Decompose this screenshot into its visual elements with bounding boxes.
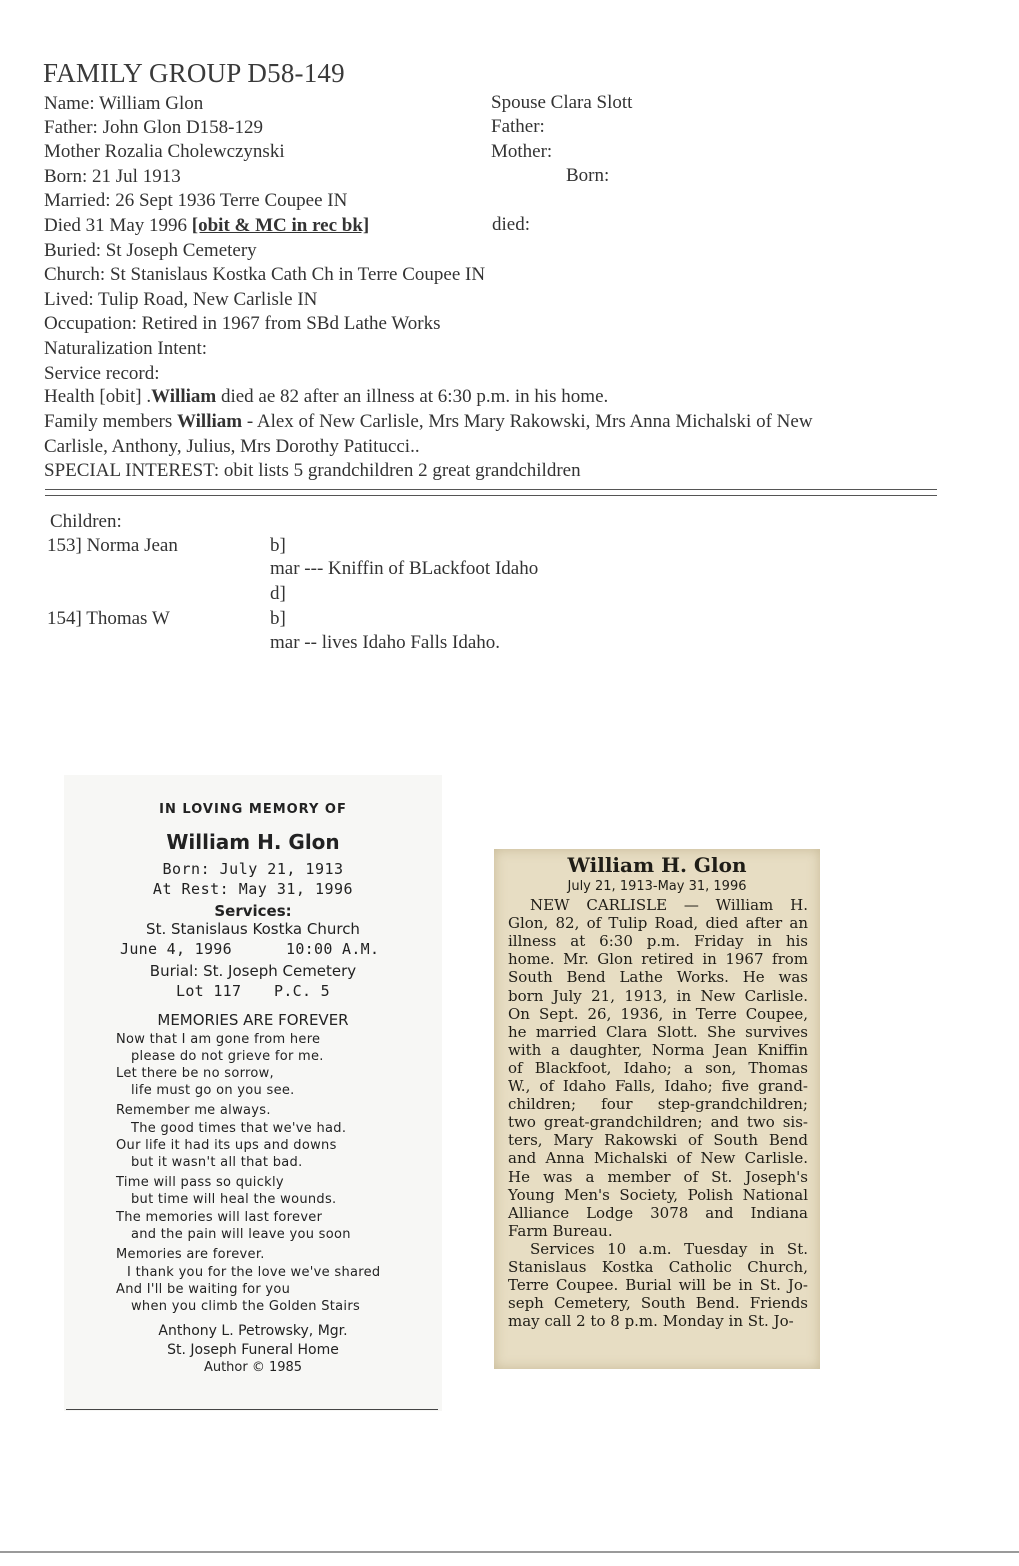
health-label: Health [obit] . xyxy=(44,386,152,407)
family-members-line xyxy=(44,411,813,433)
clipping-line: he married Clara Slott. She survives xyxy=(508,1022,808,1041)
clipping-line: Alliance Lodge 3078 and Indiana xyxy=(508,1203,808,1222)
health-text: died ae 82 after an illness at 6:30 p.m. in his home. xyxy=(216,386,609,407)
card-author: Author © 1985 xyxy=(203,1360,303,1375)
child-1-died: d] xyxy=(270,583,286,604)
clipping-line: born July 21, 1913, in New Carlisle. xyxy=(508,986,808,1005)
poem-line: but it wasn't all that bad. xyxy=(131,1155,303,1170)
spouse-mother-line: Mother: xyxy=(491,141,553,162)
family-name: William xyxy=(176,411,243,432)
married-line: Married: 26 Sept 1936 Terre Coupee IN xyxy=(44,190,348,211)
occupation-line: Occupation: Retired in 1967 from SBd Lathe Works xyxy=(44,313,441,334)
scan-edge-line xyxy=(0,1551,1019,1553)
card-name: William H. Glon xyxy=(166,830,340,854)
child-2-name: 154] Thomas W xyxy=(47,608,170,629)
clipping-line: Young Men's Society, Polish National xyxy=(508,1185,808,1204)
lived-line: Lived: Tulip Road, New Carlisle IN xyxy=(44,289,318,310)
card-born: Born: July 21, 1913 xyxy=(162,860,344,878)
poem-line: when you climb the Golden Stairs xyxy=(131,1299,361,1314)
memorial-card xyxy=(64,775,442,1411)
poem-line: Memories are forever. xyxy=(116,1247,265,1262)
double-divider xyxy=(45,489,937,496)
card-church: St. Stanislaus Kostka Church xyxy=(146,920,360,938)
clipping-line: Stanislaus Kostka Catholic Church, xyxy=(508,1258,808,1276)
naturalization-line: Naturalization Intent: xyxy=(44,338,208,359)
mother-line: Mother Rozalia Cholewczynski xyxy=(44,141,285,162)
child-2-born: b] xyxy=(270,608,286,629)
page-title: FAMILY GROUP D58-149 xyxy=(43,58,345,88)
card-date: June 4, 1996 xyxy=(120,940,232,958)
poem-line: life must go on you see. xyxy=(131,1083,295,1098)
obituary-clipping xyxy=(494,849,820,1369)
clipping-dates: July 21, 1913-May 31, 1996 xyxy=(567,879,747,894)
card-poem-title: MEMORIES ARE FOREVER xyxy=(157,1011,349,1029)
card-funeral-manager: Anthony L. Petrowsky, Mgr. xyxy=(158,1323,348,1339)
clipping-line: may call 2 to 8 p.m. Monday in St. Jo- xyxy=(508,1312,794,1331)
card-pc: P.C. 5 xyxy=(274,982,330,1000)
poem-line: Time will pass so quickly xyxy=(116,1175,284,1190)
clipping-line: Services 10 a.m. Tuesday in St. xyxy=(530,1239,808,1258)
clipping-line: ters, Mary Rakowski of South Bend xyxy=(508,1131,808,1150)
poem-line: The memories will last forever xyxy=(116,1210,323,1225)
clipping-line: On Sept. 26, 1936, in Terre Coupee, xyxy=(508,1004,808,1023)
poem-line: And I'll be waiting for you xyxy=(116,1282,291,1297)
card-services-label: Services: xyxy=(214,902,292,920)
poem-line: I thank you for the love we've shared xyxy=(127,1265,381,1280)
clipping-line: Glon, 82, of Tulip Road, died after an xyxy=(508,914,808,933)
family-label: Family members xyxy=(44,411,177,432)
poem-line: Our life it had its ups and downs xyxy=(116,1138,337,1153)
spouse-father-line: Father: xyxy=(491,116,545,137)
clipping-line: Terre Coupee. Burial will be in St. Jo- xyxy=(508,1276,808,1295)
child-1-marriage: mar --- Kniffin of BLackfoot Idaho xyxy=(270,558,539,579)
card-heading: IN LOVING MEMORY OF xyxy=(159,802,347,817)
died-line xyxy=(44,215,369,237)
service-record-line: Service record: xyxy=(44,363,160,384)
clipping-line: South Bend Lathe Works. He was xyxy=(508,968,808,987)
family-members-line-2: Carlisle, Anthony, Julius, Mrs Dorothy Patitucci.. xyxy=(44,436,420,457)
born-line: Born: 21 Jul 1913 xyxy=(44,166,181,187)
special-interest-line: SPECIAL INTEREST: obit lists 5 grandchildren 2 great grandchildren xyxy=(44,460,581,481)
card-time: 10:00 A.M. xyxy=(286,940,380,958)
clipping-line: seph Cemetery, South Bend. Friends xyxy=(508,1294,808,1313)
poem-line: but time will heal the wounds. xyxy=(131,1192,337,1207)
clipping-line: two great-grandchildren; and two sis- xyxy=(508,1113,808,1132)
clipping-line: and Anna Michalski of New Carlisle. xyxy=(508,1149,808,1168)
clipping-line: W., of Idaho Falls, Idaho; five grand- xyxy=(508,1077,808,1095)
buried-line: Buried: St Joseph Cemetery xyxy=(44,240,257,261)
child-2-marriage: mar -- lives Idaho Falls Idaho. xyxy=(270,632,501,653)
poem-line: Remember me always. xyxy=(116,1103,271,1118)
poem-line: Now that I am gone from here xyxy=(116,1032,321,1047)
father-line: Father: John Glon D158-129 xyxy=(44,117,264,138)
church-line: Church: St Stanislaus Kostka Cath Ch in Terre Coupee IN xyxy=(44,264,486,285)
health-line xyxy=(44,386,608,408)
clipping-line: illness at 6:30 p.m. Friday in his xyxy=(508,932,808,951)
clipping-line: of Blackfoot, Idaho; a son, Thomas xyxy=(508,1058,808,1077)
clipping-line: home. Mr. Glon retired in 1967 from xyxy=(508,950,808,969)
poem-line: and the pain will leave you soon xyxy=(131,1227,351,1242)
spouse-line: Spouse Clara Slott xyxy=(491,92,633,113)
card-funeral-home: St. Joseph Funeral Home xyxy=(167,1342,339,1358)
child-1-born: b] xyxy=(270,535,286,556)
obit-reference-link[interactable]: [obit & MC in rec bk] xyxy=(191,215,370,236)
card-burial: Burial: St. Joseph Cemetery xyxy=(149,962,357,980)
health-name: William xyxy=(151,386,217,407)
spouse-died-line: died: xyxy=(492,214,530,235)
child-1-name: 153] Norma Jean xyxy=(47,535,178,556)
name-line: Name: William Glon xyxy=(44,93,204,114)
poem-line: The good times that we've had. xyxy=(131,1121,347,1136)
clipping-line: Farm Bureau. xyxy=(508,1221,613,1240)
poem-line: Let there be no sorrow, xyxy=(116,1066,274,1081)
children-heading: Children: xyxy=(50,511,122,532)
clipping-line: NEW CARLISLE — William H. xyxy=(530,896,808,914)
died-text: Died 31 May 1996 xyxy=(44,215,192,236)
clipping-line: children; four step-grandchildren; xyxy=(508,1095,808,1114)
clipping-line: with a daughter, Norma Jean Kniffin xyxy=(508,1040,808,1059)
clipping-name: William H. Glon xyxy=(567,853,747,877)
spouse-born-line: Born: xyxy=(566,165,610,186)
card-lot: Lot 117 xyxy=(176,982,242,1000)
clipping-line: He was a member of St. Joseph's xyxy=(508,1167,808,1186)
poem-line: please do not grieve for me. xyxy=(131,1049,324,1064)
card-at-rest: At Rest: May 31, 1996 xyxy=(152,880,354,898)
family-text: - Alex of New Carlisle, Mrs Mary Rakowski, Mrs Anna Michalski of New xyxy=(242,411,813,432)
card-bottom-rule xyxy=(66,1409,438,1410)
